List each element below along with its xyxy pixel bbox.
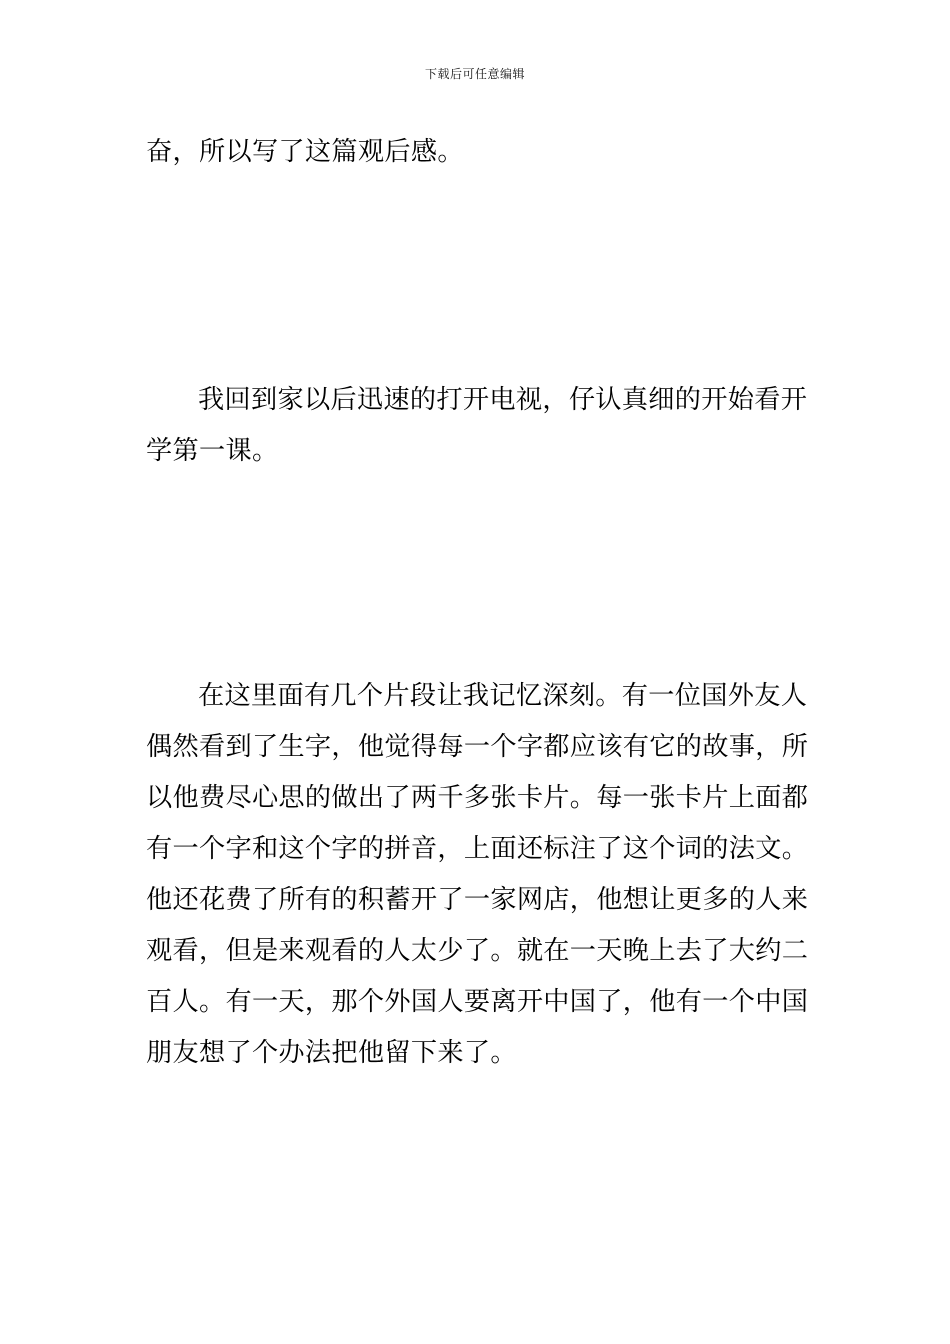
paragraph-2 <box>146 375 806 477</box>
paragraph-3 <box>146 671 809 1079</box>
paragraph-line: 以他费尽心思的做出了两千多张卡片。每一张卡片上面都 <box>146 783 809 813</box>
paragraph-1 <box>146 127 806 178</box>
paragraph-line: 我回到家以后迅速的打开电视，仔认真细的开始看开 <box>198 385 808 415</box>
paragraph-line: 在这里面有几个片段让我记忆深刻。有一位国外友人 <box>198 681 808 711</box>
paragraph-line: 他还花费了所有的积蓄开了一家网店，他想让更多的人来 <box>146 885 809 915</box>
paragraph-line: 观看，但是来观看的人太少了。就在一天晚上去了大约二 <box>146 936 809 966</box>
paragraph-line: 有一个字和这个字的拼音，上面还标注了这个词的法文。 <box>146 834 809 864</box>
page-header: 下载后可任意编辑 <box>424 67 525 81</box>
paragraph-line: 百人。有一天，那个外国人要离开中国了，他有一个中国 <box>146 987 809 1017</box>
paragraph-line: 朋友想了个办法把他留下来了。 <box>146 1038 517 1068</box>
paragraph-line: 偶然看到了生字，他觉得每一个字都应该有它的故事，所 <box>146 732 809 762</box>
paragraph-line: 奋，所以写了这篇观后感。 <box>146 137 464 167</box>
paragraph-line: 学第一课。 <box>146 436 279 466</box>
